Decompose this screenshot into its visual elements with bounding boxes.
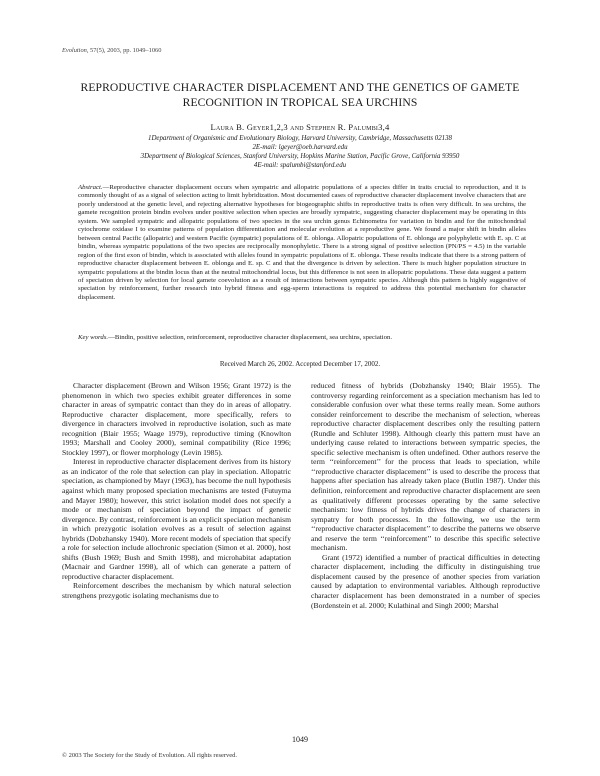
copyright-notice: © 2003 The Society for the Study of Evolution. All rights reserved.: [62, 752, 238, 759]
body-column-right: [311, 381, 540, 610]
paragraph: Grant (1972) identified a number of practical difficulties in detecting character displacement, including the difficulty in distinguishing true displacement caused by the presence of another species from variation caused by adaptation to environmental variables. Although reproductive character displacement has been demonstrated in a number of species (Bordenstein et al. 2000; Kulathinal and Singh 2000; Marshal: [311, 552, 540, 610]
paragraph: Reinforcement describes the mechanism by which natural selection strengthens prezygotic isolating mechanisms due to: [62, 581, 291, 601]
keywords: [78, 334, 526, 343]
journal-citation: [62, 47, 161, 54]
journal-name: Evolution,: [62, 47, 89, 54]
keywords-label: Key words.: [78, 334, 109, 341]
title-line-2: RECOGNITION IN TROPICAL SEA URCHINS: [182, 96, 418, 109]
affiliation-3: 3Department of Biological Sciences, Stanford University, Hopkins Marine Station, Pacific Grove, California 93950: [140, 153, 460, 160]
affiliation-harvard: [40, 134, 560, 153]
affiliation-1: 1Department of Organismic and Evolutionary Biology, Harvard University, Cambridge, Massachusetts 02138: [148, 135, 452, 142]
journal-volume-pages: 57(5), 2003, pp. 1049–1060: [88, 47, 162, 54]
author-list: Laura B. Geyer1,2,3 and Stephen R. Palumbi3,4: [210, 122, 390, 132]
paragraph: Character displacement (Brown and Wilson 1956; Grant 1972) is the phenomenon in which two species exhibit greater differences in some character in areas of sympatric contact than they do in areas of allopatry. Reproductive character displacement, more specifically, refers to divergence in characters involved in reproductive isolation, such as mate recognition (Blair 1955; Waage 1979), reproductive timing (Knowlton 1993; Marshall and Cooley 2000), seminal compatibility (Rice 1996; Stockley 1997), or flower morphology (Levin 1985).: [62, 381, 291, 457]
email-2: 4E-mail: spalumbi@stanford.edu: [253, 162, 347, 170]
article-title: [55, 80, 545, 110]
title-line-1: REPRODUCTIVE CHARACTER DISPLACEMENT AND THE GENETICS OF GAMETE: [80, 81, 520, 94]
abstract-text: —Reproductive character displacement occurs when sympatric and allopatric populations of a species differ in traits crucial to reproduction, and it is commonly thought of as a signal of selection acting to limit hybridization. Most documented cases of reproductive character displacement involve characters that are poorly understood at the genetic level, and rejecting alternative hypotheses for biogeographic shifts in reproductive traits is often very difficult. In sea urchins, the gamete recognition protein bindin evolves under positive selection when species are broadly sympatric, suggesting character displacement may be operating in this system. We sampled sympatric and allopatric populations of two species in the sea urchin genus Echinometra for variation in bindin and for the mitochondrial cytochrome oxidase I to examine patterns of population differentiation and molecular evolution at a reproductive gene. We found a major shift in bindin alleles between central Pacific (allopatric) and western Pacific (sympatric) populations of E. oblonga. Allopatric populations of E. oblonga are polyphyletic with E. sp. C at bindin, whereas sympatric populations of the two species are reciprocally monophyletic. There is a strong signal of positive selection (PN/PS = 4.5) in the variable region of the first exon of bindin, which is associated with alleles found in sympatric populations of E. oblonga. These results indicate that there is a strong pattern of reproductive character displacement between E. oblonga and E. sp. C and that the divergence is driven by selection. There is much higher population structure in sympatric populations at the bindin locus than at the neutral mitochondrial locus, but this difference is not seen in allopatric populations. These data suggest a pattern of speciation driven by selection for local gamete coevolution as a result of interactions between sympatric species. Although this pattern is highly suggestive of speciation by reinforcement, further research into hybrid fitness and egg-sperm interactions is required to address this potential mechanism for character displacement.: [78, 184, 526, 301]
abstract-label: Abstract.: [78, 184, 103, 191]
page-number: 1049: [292, 735, 308, 744]
email-1: 2E-mail: lgeyer@oeb.harvard.edu: [252, 144, 348, 152]
keywords-text: —Bindin, positive selection, reinforcement, reproductive character displacement, sea urchins, speciation.: [108, 334, 393, 341]
paragraph: reduced fitness of hybrids (Dobzhansky 1940; Blair 1955). The controversy regarding reinforcement as a speciation mechanism has led to considerable confusion over what these terms really mean. Some authors consider reinforcement to describe the mechanism of selection, whereas reproductive character displacement describes only the resulting pattern (Rundle and Schluter 1998). Although clearly this pattern must have an underlying cause related to interactions between sympatric species, the specific selective mechanism is often undefined. Other authors reserve the term ‘‘reinforcement’’ for the process that leads to speciation, while ‘‘reproductive character displacement’’ is used to describe the process that happens after speciation has already taken place (Butlin 1987). Under this definition, reinforcement and reproductive character displacement are seen as qualitatively different processes operating by the same selective mechanism: low fitness of hybrids drives the change of characters in sympatry for both processes. In the following, we use the term ‘‘reproductive character displacement’’ to describe the patterns we observe and reserve the term ‘‘reinforcement’’ to describe this specific selective mechanism.: [311, 381, 540, 553]
paragraph: Interest in reproductive character displacement derives from its history as an indicator of the role that selection can play in speciation. Allopatric speciation, as championed by Mayr (1963), has become the null hypothesis against which many proposed speciation mechanisms are tested (Futuyma and Mayer 1980); however, this strict isolation model does not specify a mode or mechanism of speciation beyond the impact of genetic divergence. By contrast, reinforcement is an explicit speciation mechanism in which prezygotic isolation evolves as a result of selection against hybrids (Dobzhansky 1940). More recent models of speciation that specify a role for selection include allochronic speciation (Simon et al. 2000), host shifts (Bush 1969; Bush and Smith 1998), and microhabitat adaptation (Macnair and Gardner 1998), all of which can generate a pattern of reproductive character displacement.: [62, 457, 291, 581]
affiliation-stanford: [40, 152, 560, 171]
received-accepted-dates: Received March 26, 2002. Accepted December 17, 2002.: [219, 360, 381, 368]
body-column-left: [62, 381, 291, 601]
abstract: [78, 184, 526, 302]
